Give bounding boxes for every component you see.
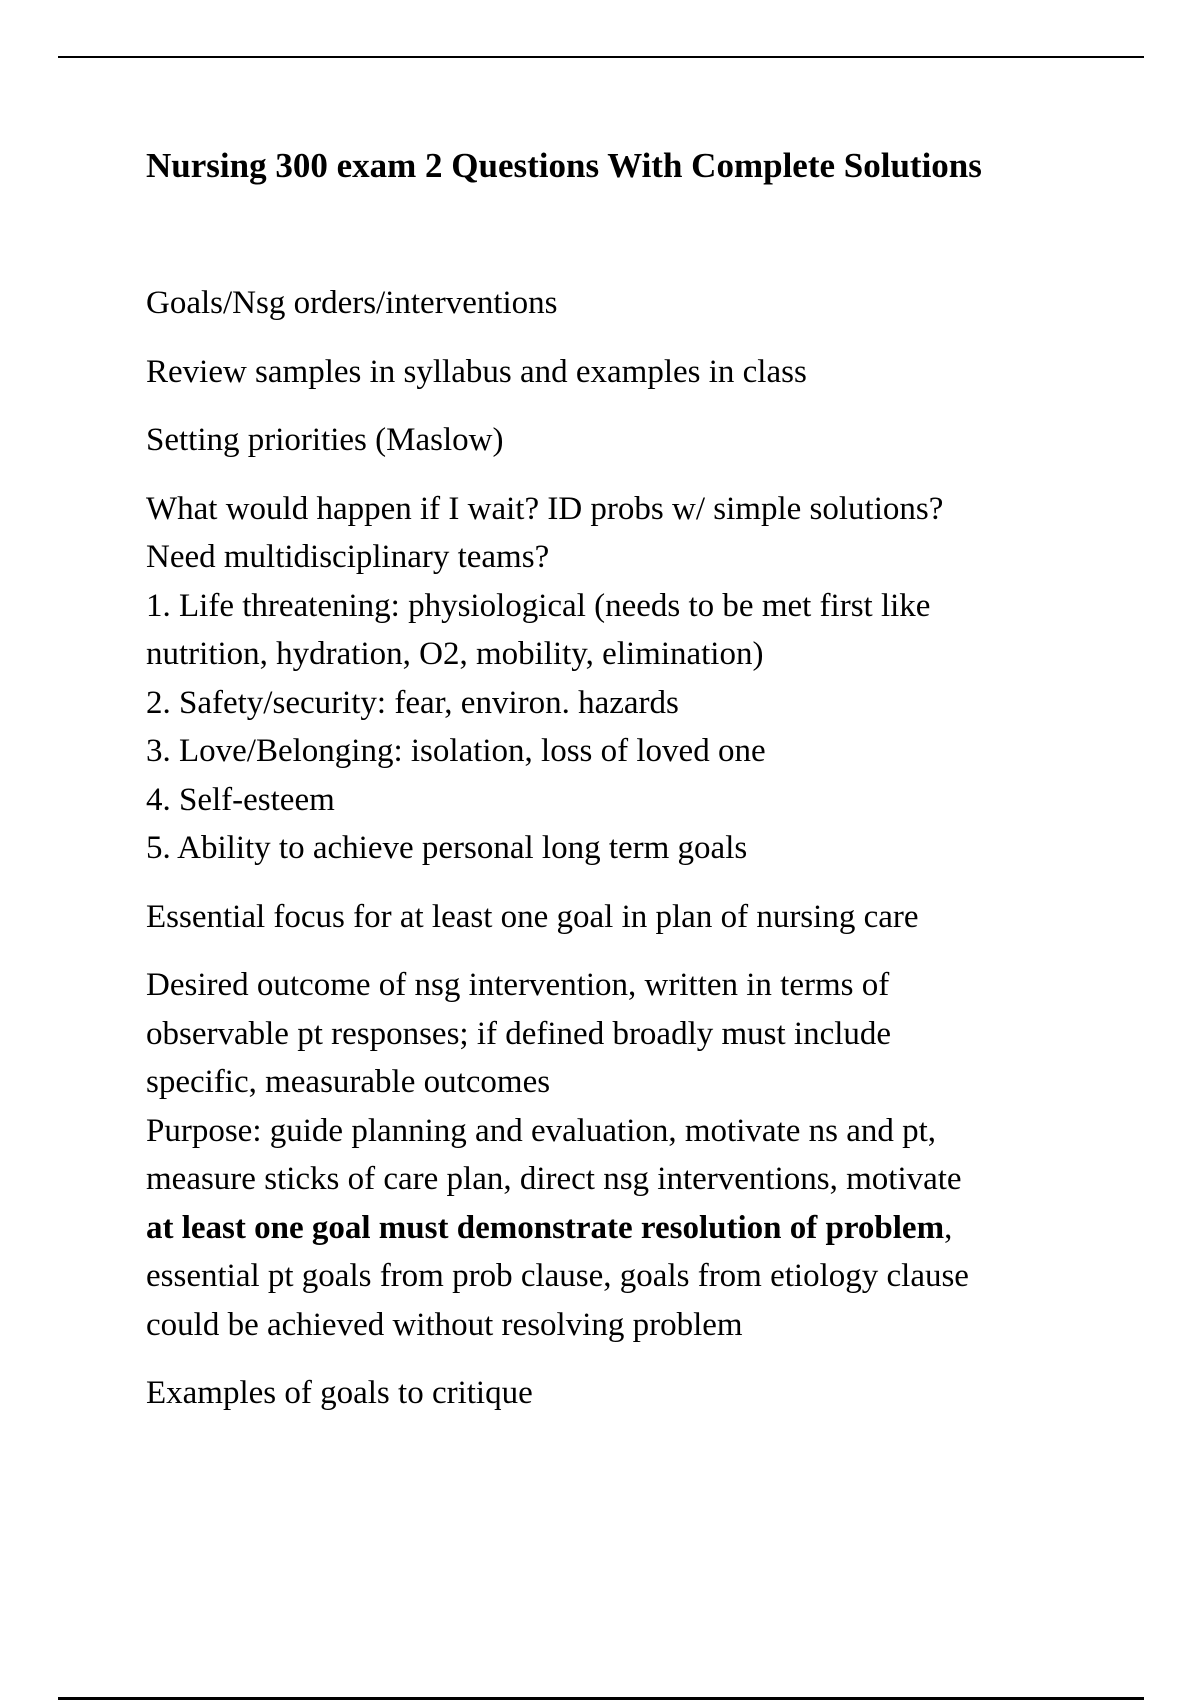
answer-line: specific, measurable outcomes xyxy=(146,1064,551,1100)
document-title: Nursing 300 exam 2 Questions With Complete Solutions xyxy=(146,146,982,185)
answer-line: 3. Love/Belonging: isolation, loss of loved one xyxy=(146,733,766,769)
answer-line: measure sticks of care plan, direct nsg interventions, motivate xyxy=(146,1161,962,1197)
answer-line-emphasis xyxy=(146,1204,1086,1253)
answer-line: 5. Ability to achieve personal long term goals xyxy=(146,830,748,866)
answer-text: Review samples in syllabus and examples in class xyxy=(146,353,807,390)
answer-line: essential pt goals from prob clause, goals from etiology clause xyxy=(146,1258,969,1294)
question-text: Setting priorities (Maslow) xyxy=(146,422,504,458)
question-text: Examples of goals to critique xyxy=(146,1375,533,1411)
answer-line: 4. Self-esteem xyxy=(146,781,335,818)
answer-line: nutrition, hydration, O2, mobility, elimination) xyxy=(146,636,764,672)
answer-line: What would happen if I wait? ID probs w/ simple solutions? xyxy=(146,490,944,527)
question-text: Essential focus for at least one goal in plan of nursing care xyxy=(146,898,919,935)
answer-line: 1. Life threatening: physiological (needs to be met first like xyxy=(146,587,931,624)
answer-line: Purpose: guide planning and evaluation, motivate ns and pt, xyxy=(146,1112,937,1149)
document-body xyxy=(146,279,1086,1418)
bold-emphasis: at least one goal must demonstrate resolution of problem xyxy=(146,1209,945,1246)
answer-line: Desired outcome of nsg intervention, written in terms of xyxy=(146,967,890,1003)
answer-block xyxy=(146,485,1086,873)
answer-line: observable pt responses; if defined broadly must include xyxy=(146,1015,892,1052)
emphasis-punctuation: , xyxy=(944,1209,953,1246)
top-rule xyxy=(58,56,1144,58)
question-text: Goals/Nsg orders/interventions xyxy=(146,285,558,321)
answer-line: could be achieved without resolving problem xyxy=(146,1306,743,1343)
answer-line: Need multidisciplinary teams? xyxy=(146,539,550,575)
answer-line: 2. Safety/security: fear, environ. hazards xyxy=(146,684,679,721)
answer-block xyxy=(146,961,1086,1349)
